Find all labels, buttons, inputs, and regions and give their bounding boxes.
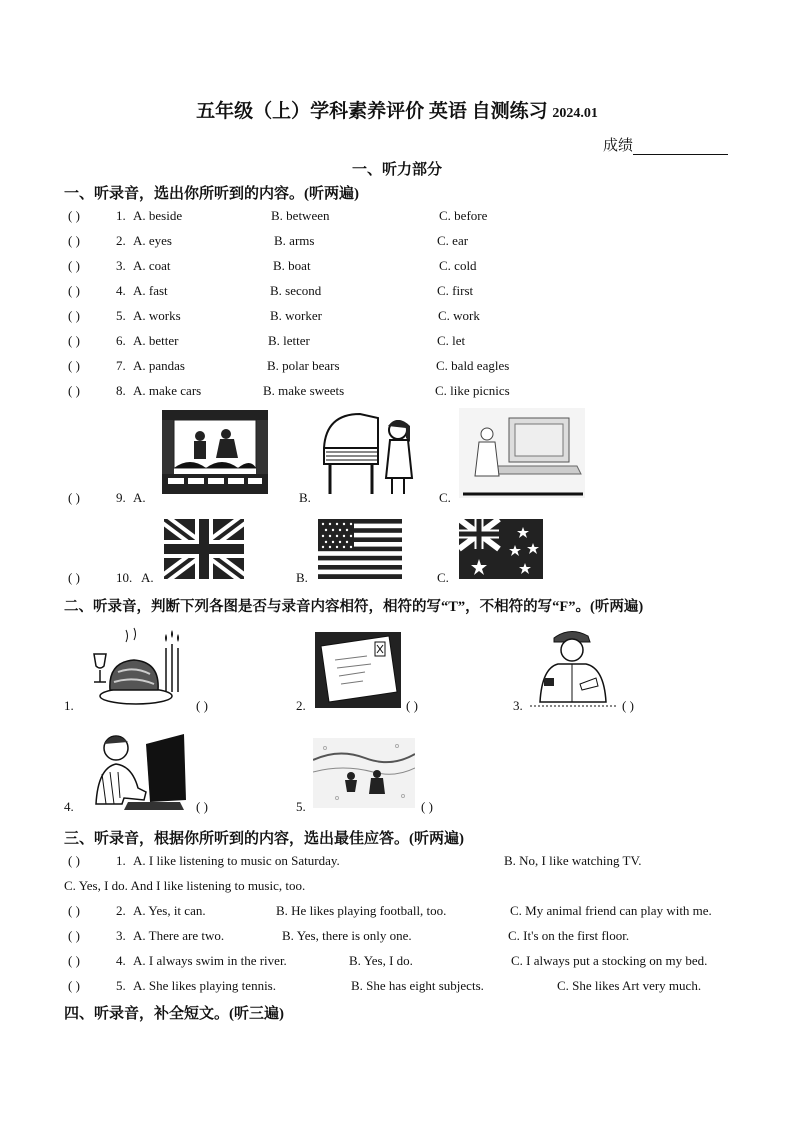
s1-question [68,570,132,586]
girl-piano-picture [320,408,420,498]
option-a: A. pandas [133,358,185,373]
answer-paren[interactable]: ( ) [196,799,208,814]
option-b: B. arms [274,233,315,248]
option-c: C. ear [437,233,469,248]
option-a: A. She likes playing tennis. [133,978,276,993]
page-title [0,96,794,123]
option-c: C. She likes Art very much. [557,978,702,993]
question-number: 2. [116,903,126,918]
section4-heading: 四、听录音，补全短文。(听三遍) [64,1006,284,1022]
option-a: A. fast [133,283,168,298]
option-a: A. [141,570,154,585]
question-number: 5. [116,978,126,993]
part-one-title: 一、听力部分 [351,162,442,178]
option-b: B. No, I like watching TV. [504,853,642,868]
option-b: B. make sweets [263,383,345,398]
score-blank[interactable] [633,140,728,155]
question-number: 3. [116,928,126,943]
option-a: A. better [133,333,179,348]
s1-question [68,490,126,506]
uk-flag-picture [164,519,244,579]
question-number: 5. [116,308,126,323]
s3-question [68,978,126,994]
section1-heading: 一、听录音，选出你所听到的内容。(听两遍) [64,186,359,202]
question-number: 2. [116,233,126,248]
s1-question [68,333,126,349]
s3-question [68,953,126,969]
option-a: A. There are two. [133,928,225,943]
question-number: 9. [116,490,126,505]
option-b: B. between [271,208,330,223]
answer-paren[interactable]: ( ) [68,283,80,298]
girl-computer-picture [459,408,585,498]
answer-paren[interactable]: ( ) [68,258,80,273]
letter-envelope-picture [313,630,403,710]
option-a: A. I always swim in the river. [133,953,287,968]
question-number: 1. [116,208,126,223]
option-c: C. [439,490,451,505]
theatre-stage-picture [160,408,270,496]
question-number: 8. [116,383,126,398]
question-number: 1. [116,853,126,868]
answer-paren[interactable]: ( ) [68,953,80,968]
question-number: 7. [116,358,126,373]
s2-item-number: 4. [64,799,74,814]
answer-paren[interactable]: ( ) [68,853,80,868]
score-label: 成绩 [603,138,634,154]
s1-question [68,308,126,324]
option-a: A. make cars [133,383,202,398]
option-a: A. beside [133,208,183,223]
title-date: 2024.01 [552,106,598,121]
s2-item-number: 3. [513,698,523,713]
option-c: C. It's on the first floor. [508,928,630,943]
option-a: A. works [133,308,181,323]
option-b: B. Yes, there is only one. [282,928,412,943]
answer-paren[interactable]: ( ) [68,903,80,918]
question-number: 10. [116,570,133,585]
answer-paren[interactable]: ( ) [421,799,433,814]
answer-paren[interactable]: ( ) [68,308,80,323]
s1-question [68,233,126,249]
option-c: C. My animal friend can play with me. [510,903,712,918]
s2-item-number: 5. [296,799,306,814]
question-number: 4. [116,953,126,968]
option-b: B. polar bears [267,358,340,373]
option-b: B. He likes playing football, too. [276,903,447,918]
answer-paren[interactable]: ( ) [622,698,634,713]
option-c: C. like picnics [435,383,510,398]
option-b: B. letter [268,333,310,348]
section2-heading: 二、听录音，判断下列各图是否与录音内容相符，相符的写“T”，不相符的写“F”。(听两遍) [64,599,644,615]
option-b: B. worker [270,308,322,323]
option-a: A. [133,490,146,505]
answer-paren[interactable]: ( ) [68,928,80,943]
s1-question [68,383,126,399]
option-c: C. let [437,333,466,348]
option-b: B. second [270,283,322,298]
answer-paren[interactable]: ( ) [68,978,80,993]
snow-scene-picture [313,738,415,808]
worker-man-picture [530,624,616,708]
s1-question [68,283,126,299]
answer-paren[interactable]: ( ) [68,383,80,398]
usa-flag-picture [318,519,402,579]
option-c: C. [437,570,449,585]
question-number: 4. [116,283,126,298]
s3-question [68,903,126,919]
option-c: C. bald eagles [436,358,510,373]
option-c: C. first [437,283,474,298]
option-b: B. boat [273,258,311,273]
question-number: 6. [116,333,126,348]
option-b: B. Yes, I do. [349,953,413,968]
option-b: B. [299,490,311,505]
answer-paren[interactable]: ( ) [68,333,80,348]
australia-flag-picture [459,519,543,579]
answer-paren[interactable]: ( ) [68,208,80,223]
title-text: 五年级（上）学科素养评价 英语 自测练习 [196,101,548,122]
score-field [603,134,728,155]
option-a: A. coat [133,258,171,273]
s1-question [68,208,126,224]
answer-paren[interactable]: ( ) [68,358,80,373]
answer-paren[interactable]: ( ) [406,698,418,713]
answer-paren[interactable]: ( ) [68,570,80,585]
turkey-dinner-picture [88,624,188,708]
question-number: 3. [116,258,126,273]
option-a: A. I like listening to music on Saturday. [133,853,340,868]
option-c: C. work [438,308,480,323]
answer-paren[interactable]: ( ) [68,490,80,505]
option-b: B. She has eight subjects. [351,978,484,993]
section3-heading: 三、听录音，根据你所听到的内容，选出最佳应答。(听两遍) [64,831,464,847]
s2-item-number: 2. [296,698,306,713]
option-c: C. cold [439,258,477,273]
s1-question [68,258,126,274]
boy-computer-picture [84,728,188,812]
option-c: C. before [439,208,488,223]
option-a: A. Yes, it can. [133,903,206,918]
option-c: C. I always put a stocking on my bed. [511,953,708,968]
answer-paren[interactable]: ( ) [196,698,208,713]
option-c: C. Yes, I do. And I like listening to music, too. [64,878,306,893]
s1-question [68,358,126,374]
s3-question [68,928,126,944]
s2-item-number: 1. [64,698,74,713]
option-a: A. eyes [133,233,172,248]
answer-paren[interactable]: ( ) [68,233,80,248]
option-b: B. [296,570,308,585]
s3-question [68,853,126,869]
